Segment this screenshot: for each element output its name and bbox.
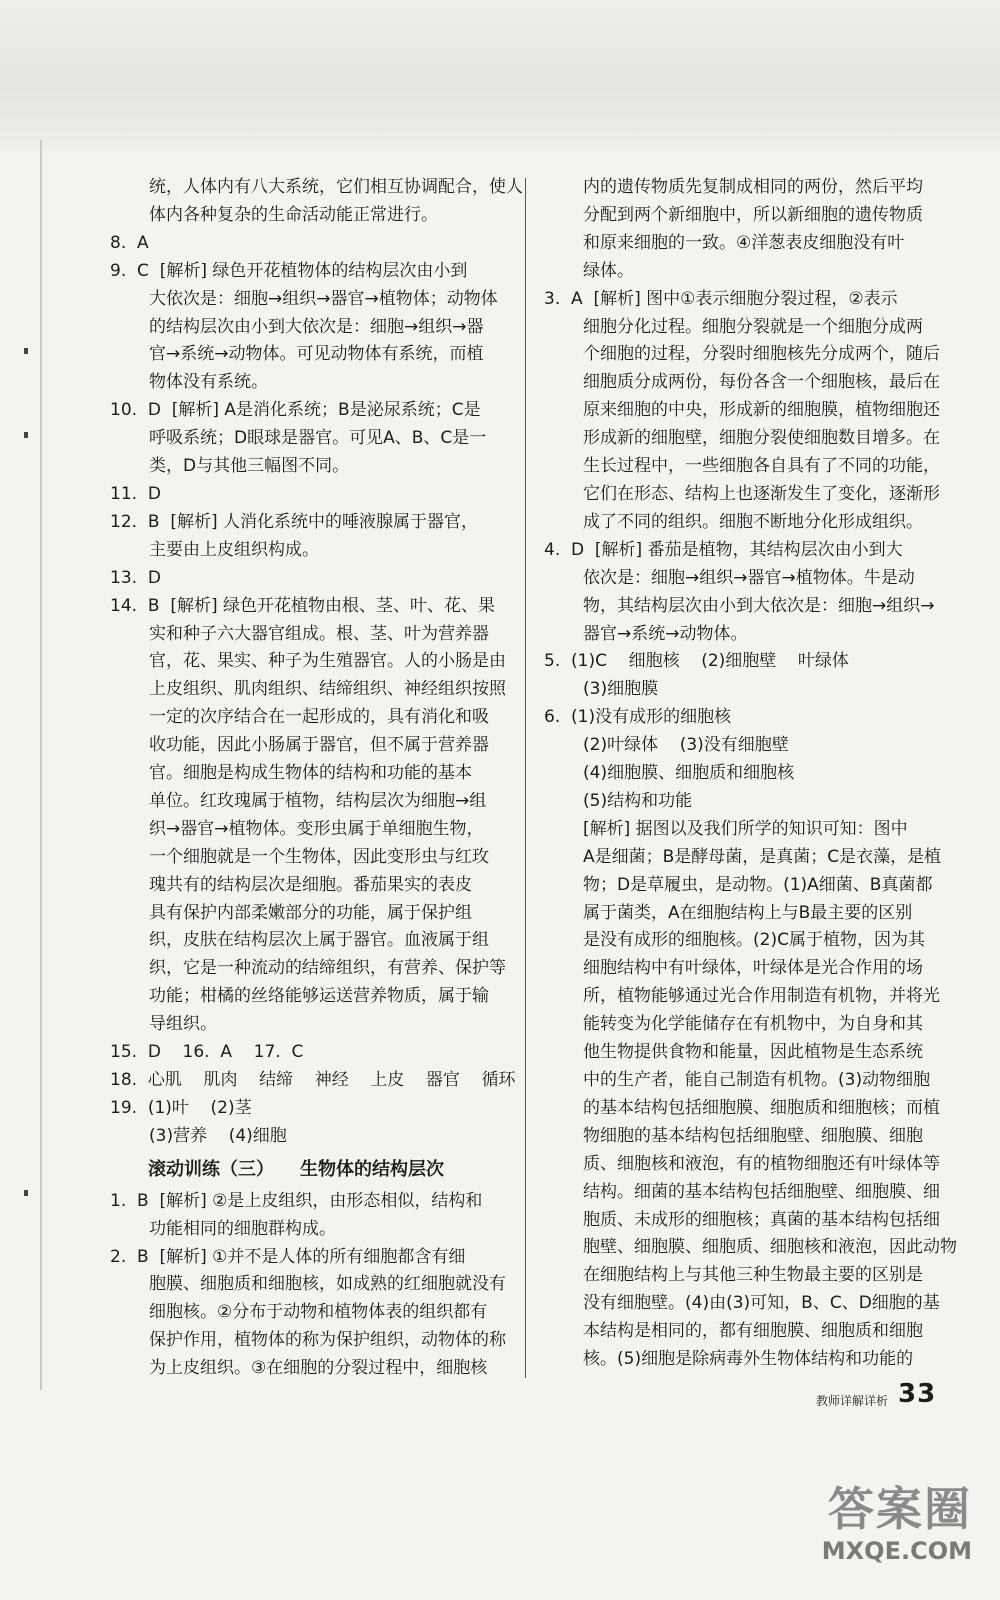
- text-line: 实和种子六大器官组成。根、茎、叶为营养器: [149, 623, 489, 644]
- text-line: 主要由上皮组织构成。: [149, 539, 319, 560]
- text-line: 体内各种复杂的生命活动能正常进行。: [149, 204, 438, 225]
- text-line: 细胞核。②分布于动物和植物体表的组织都有: [149, 1302, 488, 1323]
- text-line: 一定的次序结合在一起形成的，具有消化和吸: [149, 707, 489, 728]
- margin-mark: [24, 348, 28, 354]
- text-line: 4. D [解析] 番茄是植物，其结构层次由小到大: [544, 539, 903, 560]
- scan-top-band: [0, 0, 1000, 150]
- text-line: (3)细胞膜: [583, 679, 659, 700]
- text-line: 胞质、未成形的细胞核；真菌的基本结构包括细: [583, 1209, 940, 1230]
- text-line: 细胞分化过程。细胞分裂就是一个细胞分成两: [583, 316, 923, 337]
- section-label: 滚动训练（三）: [148, 1158, 274, 1180]
- text-line: 官，花、果实、种子为生殖器官。人的小肠是由: [149, 651, 506, 672]
- right-answers: [544, 174, 957, 1374]
- section-title: 生物体的结构层次: [300, 1158, 444, 1180]
- text-line: 的基本结构包括细胞膜、细胞质和细胞核；而植: [583, 1097, 940, 1118]
- text-line: 物细胞的基本结构包括细胞壁、细胞膜、细胞: [583, 1125, 923, 1146]
- text-line: 和原来细胞的一致。④洋葱表皮细胞没有叶: [583, 232, 905, 253]
- watermark-stamp: [812, 1482, 972, 1566]
- text-line: 织，皮肤在结构层次上属于器官。血液属于组: [149, 930, 489, 951]
- text-line: 上皮组织、肌肉组织、结缔组织、神经组织按照: [149, 679, 506, 700]
- text-line: 类，D与其他三幅图不同。: [149, 456, 350, 477]
- text-line: 14. B [解析] 绿色开花植物由根、茎、叶、花、果: [110, 595, 495, 616]
- text-line: 质、细胞核和液泡，有的植物细胞还有叶绿体等: [583, 1153, 940, 1174]
- text-line: 物体没有系统。: [149, 372, 268, 393]
- text-line: 中的生产者，能自己制造有机物。(3)动物细胞: [583, 1070, 931, 1090]
- text-line: 原来细胞的中央，形成新的细胞膜，植物细胞还: [583, 400, 940, 421]
- text-line: 10. D [解析] A是消化系统；B是泌尿系统；C是: [110, 400, 481, 421]
- text-line: 细胞结构中有叶绿体，叶绿体是光合作用的场: [583, 958, 923, 979]
- text-line: 胞膜、细胞质和细胞核，如成熟的红细胞就没有: [149, 1274, 506, 1295]
- page-number: 33: [898, 1379, 937, 1409]
- text-line: 能转变为化学能储存在有机物中，为自身和其: [583, 1014, 923, 1035]
- text-line: 绿体。: [583, 260, 634, 281]
- text-line: 功能相同的细胞群构成。: [149, 1218, 336, 1239]
- text-line: 织→器官→植物体。变形虫属于单细胞生物，: [149, 818, 484, 839]
- text-line: 5. (1)C 细胞核 (2)细胞壁 叶绿体: [544, 651, 849, 672]
- text-line: 3. A [解析] 图中①表示细胞分裂过程，②表示: [544, 288, 898, 309]
- text-line: 18. 心肌 肌肉 结缔 神经 上皮 器官 循环: [110, 1070, 516, 1090]
- text-line: 织，它是一种流动的结缔组织，有营养、保护等: [149, 958, 506, 979]
- text-line: [解析] 据图以及我们所学的知识可知：图中: [583, 818, 908, 839]
- text-line: (5)结构和功能: [583, 790, 693, 811]
- text-line: 胞壁、细胞膜、细胞质、细胞核和液泡，因此动物: [583, 1237, 957, 1258]
- text-line: 属于菌类，A在细胞结构上与B最主要的区别: [583, 902, 913, 923]
- footer-label: 教师详解详析: [816, 1394, 889, 1408]
- binding-line: [40, 140, 42, 1390]
- text-line: 呼吸系统；D眼球是器官。可见A、B、C是一: [149, 428, 487, 449]
- stamp-logo-text: 答案圈: [828, 1482, 972, 1536]
- text-line: 6. (1)没有成形的细胞核: [544, 707, 732, 728]
- column-divider: [525, 178, 526, 1378]
- text-line: 内的遗传物质先复制成相同的两份，然后平均: [583, 177, 923, 197]
- text-line: 物；D是草履虫，是动物。(1)A细菌、B真菌都: [583, 874, 933, 895]
- text-line: 收功能，因此小肠属于器官，但不属于营养器: [149, 735, 489, 756]
- text-line: 统，人体内有八大系统，它们相互协调配合，使人: [149, 177, 523, 197]
- text-line: 11. D: [110, 483, 161, 504]
- text-line: 官→系统→动物体。可见动物体有系统，而植: [149, 344, 484, 365]
- text-line: 物，其结构层次由小到大依次是：细胞→组织→: [583, 595, 935, 616]
- right-column: [544, 174, 957, 1374]
- text-line: 具有保护内部柔嫩部分的功能，属于保护组: [149, 902, 472, 923]
- text-line: 单位。红玫瑰属于植物，结构层次为细胞→组: [149, 790, 487, 811]
- text-line: 大依次是：细胞→组织→器官→植物体；动物体: [149, 288, 498, 309]
- text-line: 核。(5)细胞是除病毒外生物体结构和功能的: [583, 1349, 914, 1370]
- text-line: 为上皮组织。③在细胞的分裂过程中，细胞核: [149, 1358, 488, 1379]
- text-line: 是没有成形的细胞核。(2)C属于植物，因为其: [583, 930, 925, 951]
- text-line: (4)细胞膜、细胞质和细胞核: [583, 763, 795, 784]
- text-line: 分配到两个新细胞中，所以新细胞的遗传物质: [583, 204, 923, 225]
- margin-mark: [24, 1190, 28, 1196]
- text-line: A是细菌；B是酵母菌，是真菌；C是衣藻，是植: [583, 846, 942, 867]
- text-line: 19. (1)叶 (2)茎: [110, 1097, 252, 1118]
- text-line: 一个细胞就是一个生物体，因此变形虫与红玫: [149, 846, 489, 867]
- left-column: [110, 174, 523, 1383]
- text-line: 功能；柑橘的丝络能够运送营养物质，属于输: [149, 986, 489, 1007]
- text-line: 官。细胞是构成生物体的结构和功能的基本: [149, 763, 472, 784]
- text-line: 9. C [解析] 绿色开花植物体的结构层次由小到: [110, 260, 468, 281]
- text-line: 12. B [解析] 人消化系统中的唾液腺属于器官，: [110, 511, 478, 532]
- text-line: 形成新的细胞壁，细胞分裂使细胞数目增多。在: [583, 428, 940, 449]
- text-line: 他生物提供食物和能量，因此植物是生态系统: [583, 1042, 923, 1063]
- text-line: 所，植物能够通过光合作用制造有机物，并将光: [583, 986, 940, 1007]
- text-line: 器官→系统→动物体。: [583, 623, 748, 644]
- text-line: 13. D: [110, 567, 161, 588]
- text-line: 依次是：细胞→组织→器官→植物体。牛是动: [583, 567, 915, 588]
- text-line: 在细胞结构上与其他三种生物最主要的区别是: [583, 1265, 923, 1286]
- text-line: (2)叶绿体 (3)没有细胞壁: [583, 735, 789, 756]
- text-line: 生长过程中，一些细胞各自具有了不同的功能，: [583, 456, 940, 477]
- text-line: 1. B [解析] ②是上皮组织，由形态相似，结构和: [110, 1190, 483, 1211]
- stamp-url: MXQE.COM: [821, 1537, 972, 1565]
- text-line: 15. D 16. A 17. C: [110, 1042, 304, 1063]
- text-line: (3)营养 (4)细胞: [149, 1125, 287, 1146]
- left-answers-section3: [110, 1188, 510, 1383]
- text-line: 本结构是相同的，都有细胞膜、细胞质和细胞: [583, 1321, 923, 1342]
- text-line: 的结构层次由小到大依次是：细胞→组织→器: [149, 316, 484, 337]
- section-heading: [110, 1154, 510, 1186]
- text-line: 细胞质分成两份，每份各含一个细胞核，最后在: [583, 372, 940, 393]
- text-line: 成了不同的组织。细胞不断地分化形成组织。: [583, 511, 923, 532]
- text-line: 它们在形态、结构上也逐渐发生了变化，逐渐形: [583, 483, 940, 504]
- text-line: 瑰共有的结构层次是细胞。番茄果实的表皮: [149, 874, 472, 895]
- text-line: 结构。细菌的基本结构包括细胞壁、细胞膜、细: [583, 1181, 940, 1202]
- left-answers: [110, 174, 523, 1151]
- text-line: 2. B [解析] ①并不是人体的所有细胞都含有细: [110, 1246, 466, 1267]
- text-line: 没有细胞壁。(4)由(3)可知，B、C、D细胞的基: [583, 1293, 940, 1314]
- text-line: 8. A: [110, 232, 149, 253]
- text-line: 保护作用，植物体的称为保护组织，动物体的称: [149, 1330, 506, 1351]
- text-line: 导组织。: [149, 1014, 217, 1035]
- text-line: 个细胞的过程，分裂时细胞核先分成两个，随后: [583, 344, 940, 365]
- margin-mark: [24, 432, 28, 438]
